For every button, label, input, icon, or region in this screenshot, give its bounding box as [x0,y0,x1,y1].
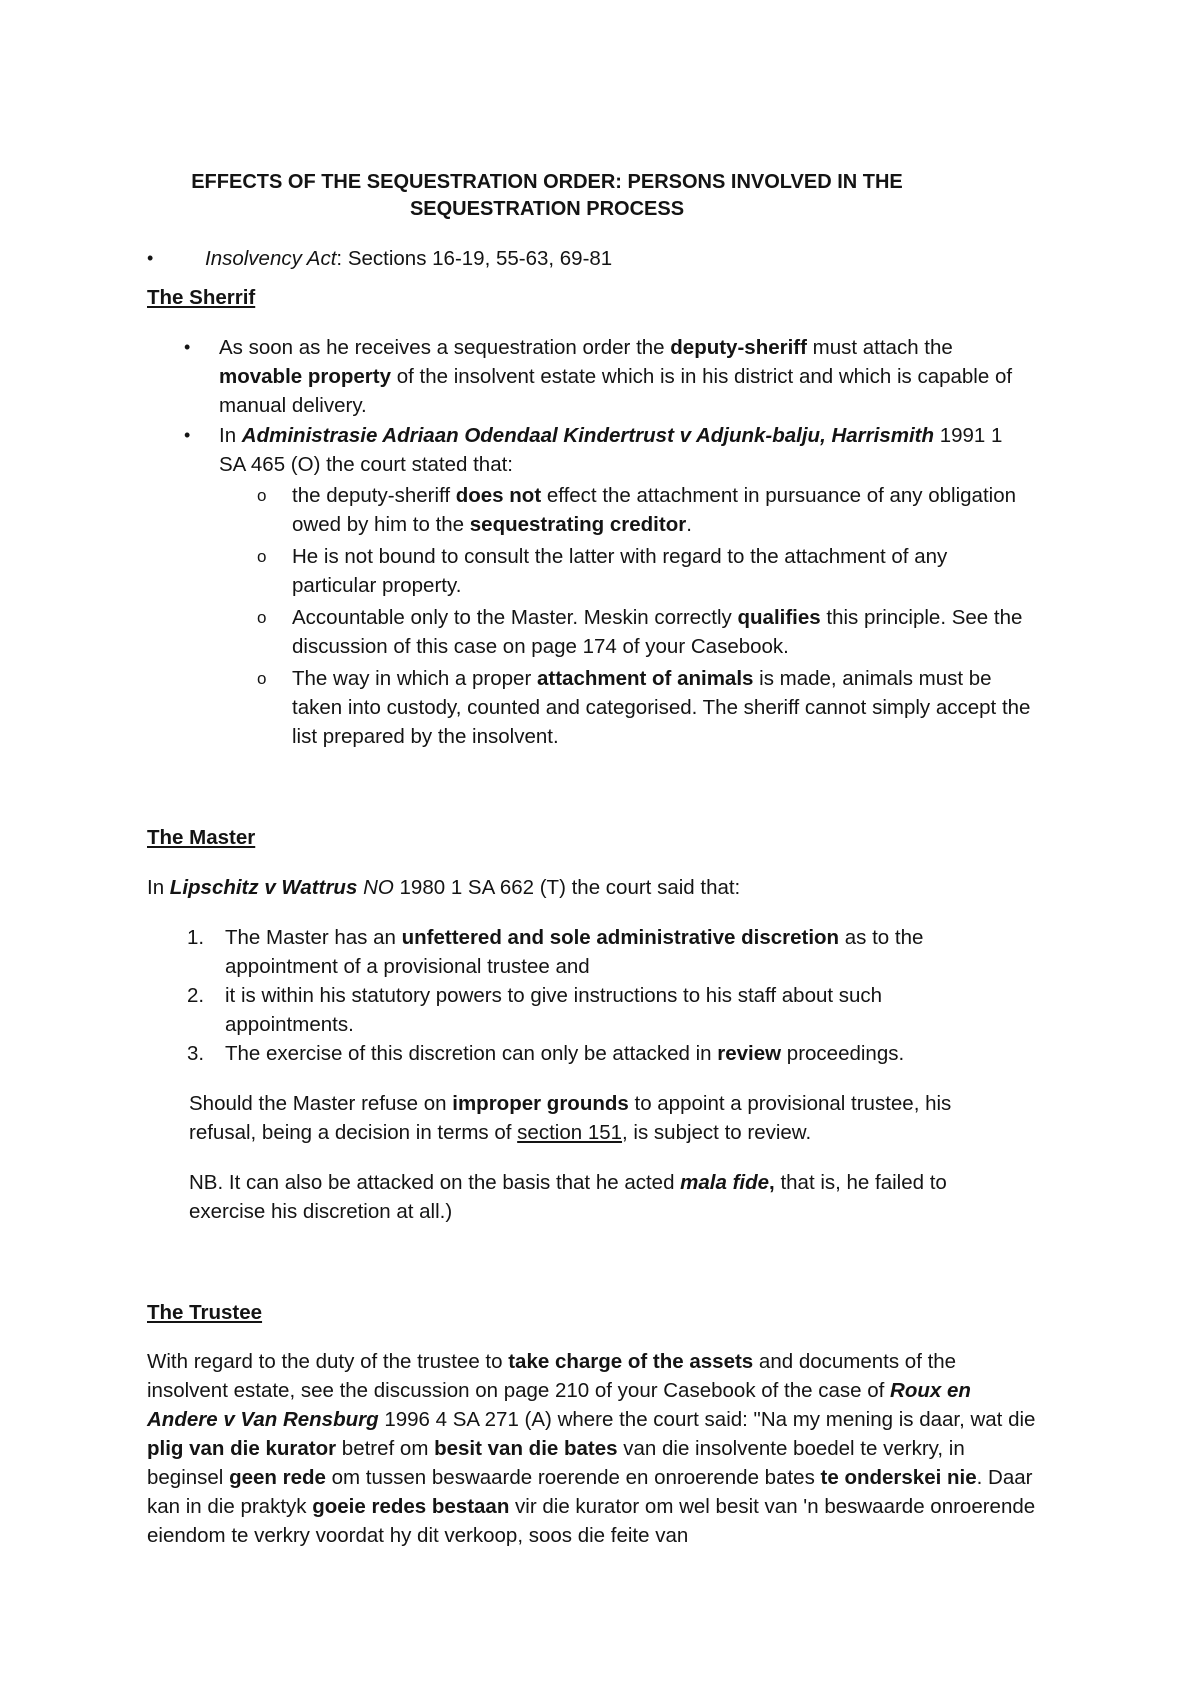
master-paragraph-2: NB. It can also be attacked on the basis that he acted mala fide, that is, he failed to exercise his discretion at all.) [189,1171,947,1223]
sheriff-sub-1-text: the deputy-sheriff does not effect the attachment in pursuance of any obligation owed by him to the sequestrating creditor. [292,484,1017,536]
sub-bullet-icon: o [257,486,267,505]
sheriff-sub-4-text: The way in which a proper attachment of animals is made, animals must be taken into custody, counted and categorised. The sheriff cannot simply accept the list prepared by the insolvent. [292,667,1031,748]
master-item-1-text: The Master has an unfettered and sole administrative discretion as to the appointment of a provisional trustee and [225,926,924,978]
section-heading-sheriff: The Sherrif [147,286,256,309]
list-number: 1. [187,926,205,949]
sheriff-sub-2-text: He is not bound to consult the latter with regard to the attachment of any particular property. [292,545,948,597]
master-item-3-text: The exercise of this discretion can only be attacked in review proceedings. [225,1042,905,1065]
title-line-2: SEQUESTRATION PROCESS [409,198,685,220]
master-paragraph-1: Should the Master refuse on improper grounds to appoint a provisional trustee, his refusal, being a decision in terms of section 151, is subject to review. [189,1092,952,1144]
bullet-icon: • [184,337,191,357]
act-reference-text: Insolvency Act: Sections 16-19, 55-63, 69-81 [205,247,613,270]
sub-bullet-icon: o [257,608,267,627]
sub-bullet-icon: o [257,669,267,688]
master-intro: In Lipschitz v Wattrus NO 1980 1 SA 662 (T) the court said that: [147,876,741,899]
sheriff-bullet-2-text: In Administrasie Adriaan Odendaal Kindertrust v Adjunk-balju, Harrismith 1991 1 SA 465 (O) the court stated that: [219,424,1003,476]
sub-bullet-icon: o [257,547,267,566]
sheriff-sub-3-text: Accountable only to the Master. Meskin correctly qualifies this principle. See the discussion of this case on page 174 of your Casebook. [292,606,1023,658]
section-heading-trustee: The Trustee [147,1301,263,1324]
list-number: 3. [187,1042,205,1065]
bullet-icon: • [147,248,154,268]
section-heading-master: The Master [147,826,256,849]
list-number: 2. [187,984,205,1007]
bullet-icon: • [184,425,191,445]
document-title [147,169,947,223]
master-item-2-text: it is within his statutory powers to give instructions to his staff about such appointments. [225,984,883,1036]
trustee-paragraph: With regard to the duty of the trustee to take charge of the assets and documents of the insolvent estate, see the discussion on page 210 of your Casebook of the case of Roux en Andere v Van Rensburg 1996 4 SA 271 (A) where the court said: "Na my mening is daar, wat die plig van die kurator betref om besit van die bates van die insolvente boedel te verkry, in beginsel geen rede om tussen beswaarde roerende en onroerende bates te onderskei nie. Daar kan in die praktyk goeie redes bestaan vir die kurator om wel besit van 'n beswaarde onroerende eiendom te verkry voordat hy dit verkoop, soos die feite van [147,1350,1036,1547]
sheriff-bullet-1-text: As soon as he receives a sequestration order the deputy-sheriff must attach the movable property of the insolvent estate which is in his district and which is capable of manual delivery. [219,336,1013,417]
title-line-1: EFFECTS OF THE SEQUESTRATION ORDER: PERSONS INVOLVED IN THE [191,171,903,193]
